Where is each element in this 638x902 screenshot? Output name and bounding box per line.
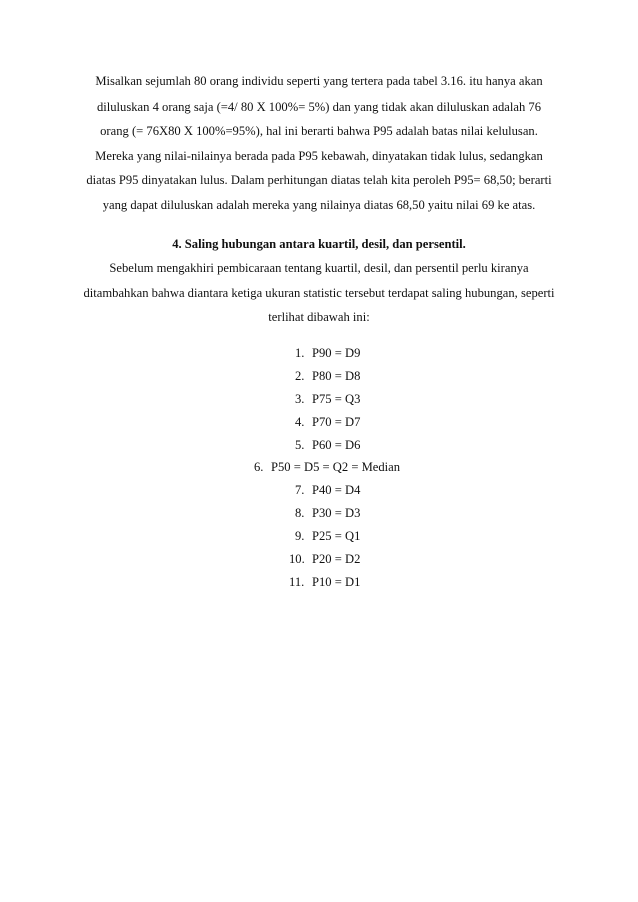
- list-text: P50 = D5 = Q2 = Median: [271, 460, 401, 474]
- list-text: P70 = D7: [312, 415, 361, 429]
- list-item: [295, 505, 360, 521]
- paragraph-line: diluluskan 4 orang saja (=4/ 80 X 100%= 5%) dan yang tidak akan diluluskan adalah 76: [96, 100, 542, 114]
- list-text: P10 = D1: [312, 575, 361, 589]
- section-heading: 4. Saling hubungan antara kuartil, desil, dan persentil.: [172, 237, 466, 251]
- list-text: P60 = D6: [312, 438, 361, 452]
- paragraph-line: ditambahkan bahwa diantara ketiga ukuran statistic tersebut terdapat saling hubungan, seperti: [83, 286, 555, 300]
- paragraph-line: Sebelum mengakhiri pembicaraan tentang kuartil, desil, dan persentil perlu kiranya: [109, 261, 529, 275]
- list-number: 1.: [295, 346, 305, 360]
- list-number: 4.: [295, 415, 305, 429]
- paragraph-line: orang (= 76X80 X 100%=95%), hal ini berarti bahwa P95 adalah batas nilai kelulusan.: [100, 124, 538, 138]
- list-number: 10.: [289, 552, 305, 566]
- list-text: P30 = D3: [312, 506, 361, 520]
- list-item: [289, 574, 360, 590]
- list-item: [289, 551, 360, 567]
- list-text: P40 = D4: [312, 483, 361, 497]
- list-number: 6.: [254, 460, 264, 474]
- list-number: 7.: [295, 483, 305, 497]
- list-number: 9.: [295, 529, 305, 543]
- list-item: [254, 459, 400, 475]
- list-number: 11.: [289, 575, 305, 589]
- list-number: 3.: [295, 392, 305, 406]
- paragraph-line: Misalkan sejumlah 80 orang individu seperti yang tertera pada tabel 3.16. itu hanya akan: [95, 74, 543, 88]
- list-text: P80 = D8: [312, 369, 361, 383]
- list-item: [295, 482, 360, 498]
- paragraph-line: terlihat dibawah ini:: [268, 310, 370, 324]
- paragraph-line: Mereka yang nilai-nilainya berada pada P95 kebawah, dinyatakan tidak lulus, sedangkan: [95, 149, 543, 163]
- list-item: [295, 528, 360, 544]
- list-text: P90 = D9: [312, 346, 361, 360]
- list-item: [295, 391, 360, 407]
- list-text: P20 = D2: [312, 552, 361, 566]
- list-text: P75 = Q3: [312, 392, 361, 406]
- paragraph-line: diatas P95 dinyatakan lulus. Dalam perhitungan diatas telah kita peroleh P95= 68,50; berarti: [86, 173, 552, 187]
- list-item: [295, 368, 360, 384]
- list-number: 5.: [295, 438, 305, 452]
- list-number: 8.: [295, 506, 305, 520]
- list-item: [295, 345, 360, 361]
- list-item: [295, 414, 360, 430]
- list-text: P25 = Q1: [312, 529, 361, 543]
- paragraph-line: yang dapat diluluskan adalah mereka yang nilainya diatas 68,50 yaitu nilai 69 ke atas.: [102, 198, 536, 212]
- list-item: [295, 437, 360, 453]
- list-number: 2.: [295, 369, 305, 383]
